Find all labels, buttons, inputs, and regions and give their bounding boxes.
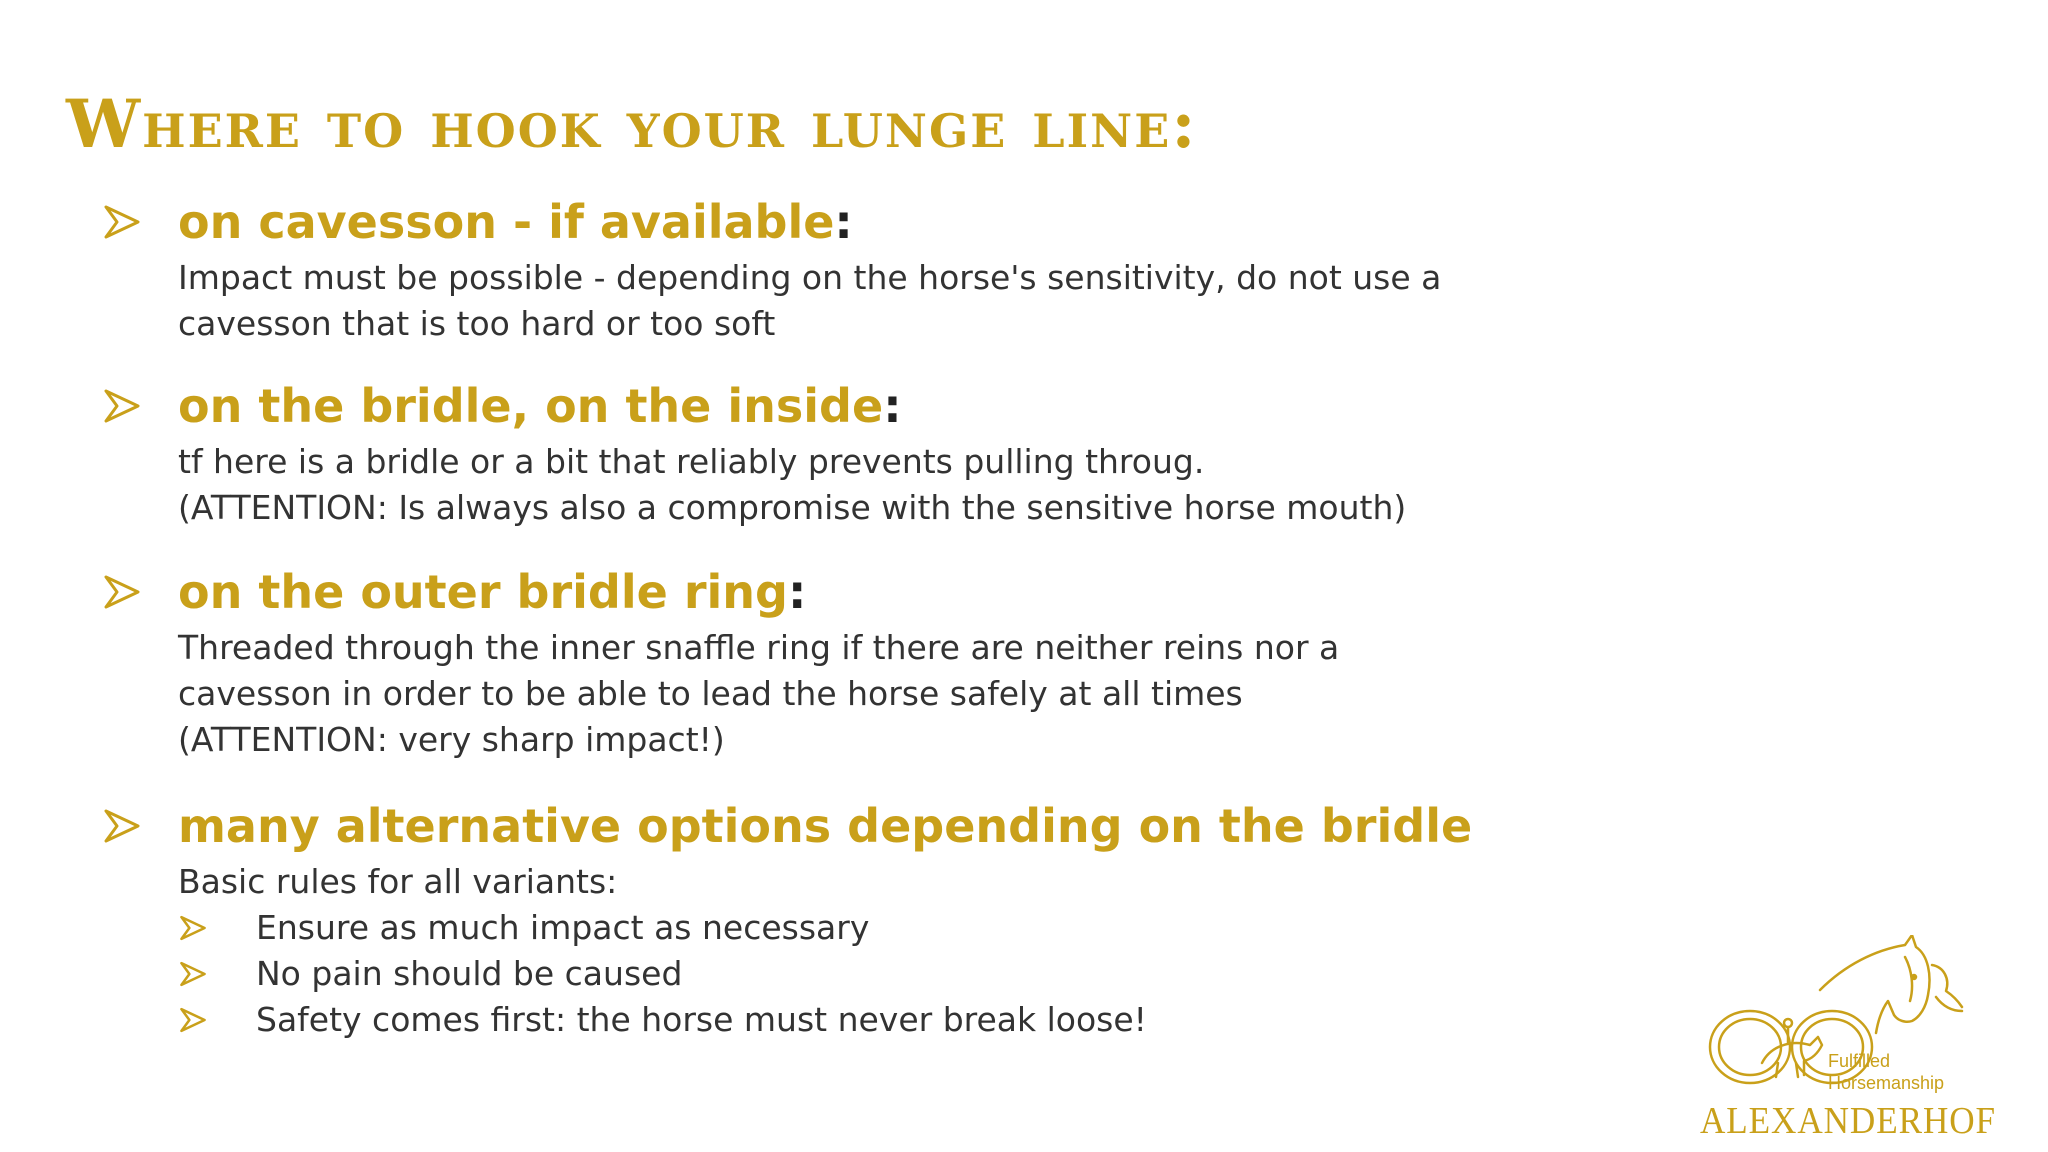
alexanderhof-logo xyxy=(1700,935,2000,1140)
description-line: (ATTENTION: Is always also a compromise with the sensitive horse mouth) xyxy=(178,488,1407,527)
heading-text: many alternative options depending on the bridle xyxy=(178,799,1473,853)
heading-text: on the outer bridle ring xyxy=(178,565,788,619)
description-line: cavesson in order to be able to lead the horse safely at all times xyxy=(178,674,1243,713)
bullet-heading xyxy=(178,379,902,434)
arrow-bullet-icon xyxy=(180,915,206,941)
heading-colon: : xyxy=(834,195,853,249)
logo-tagline-2: Horsemanship xyxy=(1828,1073,1945,1093)
description-line: cavesson that is too hard or too soft xyxy=(178,304,776,343)
description-line: tf here is a bridle or a bit that reliably prevents pulling throug. xyxy=(178,442,1205,481)
arrow-bullet-icon xyxy=(104,205,140,239)
sub-bullet-item xyxy=(178,905,870,951)
arrow-bullet-icon xyxy=(104,575,140,609)
arrow-bullet-icon xyxy=(180,961,206,987)
sub-bullet-text: Safety comes first: the horse must never break loose! xyxy=(256,1000,1147,1039)
arrow-bullet-icon xyxy=(104,389,140,423)
bullet-description xyxy=(178,859,1147,1043)
logo-tagline-1: Fulfilled xyxy=(1828,1051,1891,1071)
logo-brand-name: ALEXANDERHOF xyxy=(1700,1100,1996,1140)
slide-title: Where to hook your lunge line: xyxy=(66,85,1198,163)
heading-colon: : xyxy=(787,565,807,619)
bullet-heading xyxy=(178,565,806,620)
arrow-bullet-icon xyxy=(104,809,140,843)
bullet-description xyxy=(178,625,1339,763)
arrow-bullet-icon xyxy=(180,1007,206,1033)
bullet-description xyxy=(178,255,1441,347)
heading-text: on cavesson - if available xyxy=(178,195,835,249)
sub-bullet-item xyxy=(178,997,1147,1043)
description-line: Threaded through the inner snaffle ring if there are neither reins nor a xyxy=(178,628,1340,667)
bullet-heading xyxy=(178,799,1472,854)
bullet-heading xyxy=(178,195,853,250)
description-line: Basic rules for all variants: xyxy=(178,862,618,901)
description-line: Impact must be possible - depending on the horse's sensitivity, do not use a xyxy=(178,258,1442,297)
sub-bullet-text: No pain should be caused xyxy=(256,954,683,993)
heading-text: on the bridle, on the inside xyxy=(178,379,884,433)
sub-bullet-text: Ensure as much impact as necessary xyxy=(256,908,870,947)
sub-bullet-item xyxy=(178,951,683,997)
description-line: (ATTENTION: very sharp impact!) xyxy=(178,720,725,759)
heading-colon: : xyxy=(883,379,902,433)
bullet-description xyxy=(178,439,1406,531)
